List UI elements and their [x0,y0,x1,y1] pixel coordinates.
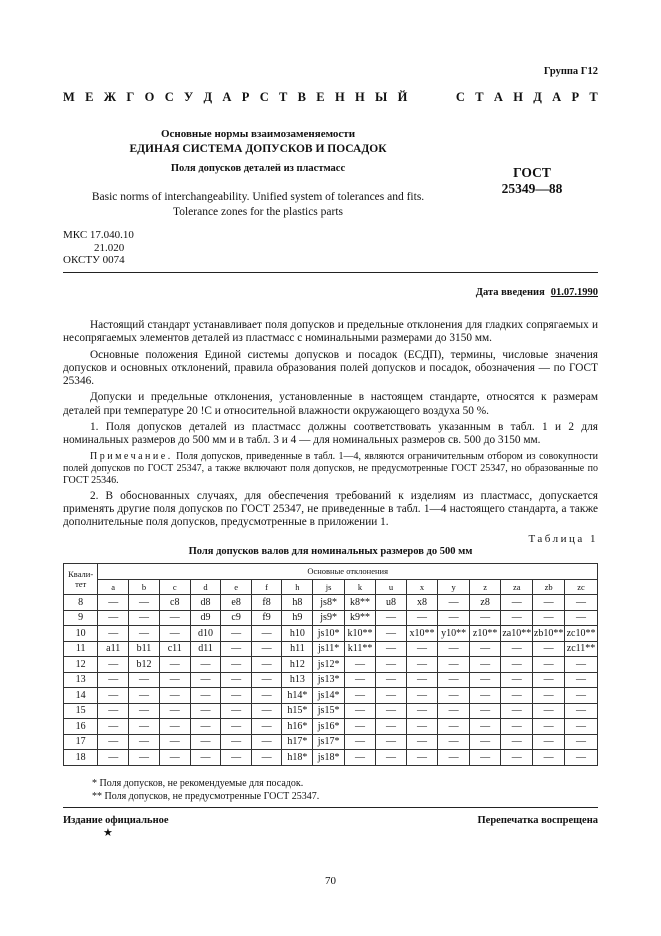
tolerance-cell: js8* [313,595,344,611]
column-header-y: y [438,579,470,595]
column-header-h: h [282,579,313,595]
tolerance-cell: — [376,719,406,735]
tolerance-cell: h8 [282,595,313,611]
tolerance-cell: — [501,750,533,766]
tolerance-cell: — [406,750,438,766]
tolerance-cell: — [406,641,438,657]
tolerance-cell: — [159,750,190,766]
page-number: 70 [325,875,336,887]
tolerance-cell: — [406,719,438,735]
qualitet-cell: 12 [64,657,98,673]
tolerance-cell: — [438,657,470,673]
paragraph-4: 1. Поля допусков деталей из пластмасс должны соответствовать указанным в табл. 1 и 2 для номинальных размеров до 500 мм и в табл. 3 и 4 — для номинальных размеров св. 500 до 3150 мм. [63,421,598,447]
tolerance-cell: zc10** [565,626,598,642]
tolerance-cell: — [251,734,281,750]
tolerance-cell: b12 [129,657,160,673]
tolerance-cell: js17* [313,734,344,750]
tolerance-cell: c11 [159,641,190,657]
tolerance-cell: — [98,657,129,673]
tolerance-cell: u8 [376,595,406,611]
tolerance-cell: k8** [344,595,376,611]
tolerance-cell: — [251,641,281,657]
tolerance-cell: — [159,672,190,688]
column-header-za: za [501,579,533,595]
tolerance-cell: x8 [406,595,438,611]
footer-divider [63,807,598,808]
star-icon: ★ [103,827,113,839]
tolerance-cell: c8 [159,595,190,611]
banner-left-letter: С [164,90,174,104]
tolerance-cell: — [159,734,190,750]
column-header-d: d [190,579,221,595]
tolerance-cell: e8 [221,595,251,611]
tolerance-cell: js18* [313,750,344,766]
tolerance-cell: — [469,641,501,657]
tolerance-cell: zb10** [533,626,565,642]
tolerance-cell: — [533,750,565,766]
title-block [63,128,453,220]
tolerance-cell: z8 [469,595,501,611]
tolerance-cell: — [533,719,565,735]
banner-left-letter: А [222,90,232,104]
tolerance-cell: k9** [344,610,376,626]
tolerance-cell: — [129,703,160,719]
qualitet-cell: 8 [64,595,98,611]
tolerance-cell: — [438,610,470,626]
tolerance-cell: — [501,641,533,657]
table-row [64,672,598,688]
gost-number: 25349—88 [501,181,563,196]
column-header-f: f [251,579,281,595]
banner-left-letter: В [297,90,306,104]
tolerance-cell: — [190,703,221,719]
header-divider [63,272,598,273]
tolerance-cell: z10** [469,626,501,642]
tolerance-cell: d9 [190,610,221,626]
introduction-date [476,287,598,298]
qualitet-cell: 11 [64,641,98,657]
tolerance-cell: — [501,672,533,688]
tolerance-cell: — [438,703,470,719]
tolerance-cell: — [438,750,470,766]
tolerance-cell: js9* [313,610,344,626]
tolerance-cell: — [129,626,160,642]
tolerance-cell: — [533,703,565,719]
tolerance-cell: h10 [282,626,313,642]
tolerance-cell: — [376,672,406,688]
tolerance-cell: — [98,688,129,704]
tolerance-cell: — [469,688,501,704]
tolerance-cell: — [98,703,129,719]
tolerance-cell: — [221,750,251,766]
tolerance-cell: — [98,610,129,626]
tolerance-cell: — [129,719,160,735]
tolerance-cell: — [129,750,160,766]
tolerance-cell: — [501,703,533,719]
tolerance-cell: — [469,657,501,673]
banner-right-letter: А [493,90,503,104]
tolerance-cell: — [406,657,438,673]
column-header-k: k [344,579,376,595]
table-row [64,734,598,750]
tolerance-cell: — [221,703,251,719]
paragraph-5: 2. В обоснованных случаях, для обеспечения требований к изделиям из пластмасс, допускается применять другие поля допусков по ГОСТ 25347, не приведенные в табл. 1—4 настоящего стандарта, а также дополнительные поля допусков, предусмотренные в приложении 1. [63,489,598,529]
tolerance-cell: — [251,657,281,673]
tolerance-cell: y10** [438,626,470,642]
banner-right-letter: Д [533,90,542,104]
note-paragraph [63,451,598,487]
tolerance-cell: za10** [501,626,533,642]
qualitet-cell: 10 [64,626,98,642]
tolerance-cell: h17* [282,734,313,750]
tolerance-cell: h18* [282,750,313,766]
tolerance-cell: — [251,672,281,688]
tolerance-cell: — [533,672,565,688]
tolerance-cell: — [565,657,598,673]
tolerance-cell: js12* [313,657,344,673]
qualitet-cell: 15 [64,703,98,719]
qualitet-cell: 16 [64,719,98,735]
footnote-1: * Поля допусков, не рекомендуемые для посадок. [92,778,304,789]
tolerance-cell: — [533,641,565,657]
table-row [64,641,598,657]
tolerance-cell: h14* [282,688,313,704]
table-row [64,703,598,719]
english-title-line-2: Tolerance zones for the plastics parts [172,206,344,218]
banner-left-letter: Н [334,90,345,104]
tolerance-cell: js10* [313,626,344,642]
tolerance-cell: c9 [221,610,251,626]
tolerance-cell: — [438,719,470,735]
banner-right-letter: Р [571,90,580,104]
tolerance-cell: — [98,719,129,735]
tolerance-cell: — [376,626,406,642]
english-title-line-1: Basic norms of interchangeability. Unified system of tolerances and fits. [91,191,425,203]
tolerance-cell: — [438,688,470,704]
column-header-zc: zc [565,579,598,595]
table-body [64,595,598,766]
tolerance-cell: — [221,719,251,735]
tolerance-cell: — [376,750,406,766]
tolerance-cell: — [469,610,501,626]
tolerance-cell: — [190,734,221,750]
tolerance-cell: — [251,688,281,704]
tolerance-cell: — [98,734,129,750]
tolerance-cell: — [190,719,221,735]
tolerance-cell: h12 [282,657,313,673]
tolerance-cell: — [438,595,470,611]
table-title: Поля допусков валов для номинальных размеров до 500 мм [188,546,473,557]
paragraph-2: Основные положения Единой системы допусков и посадок (ЕСДП), термины, числовые значения допусков и основных отклонений, правила образования полей допусков и посадок, обозначения — по ГОСТ 25346. [63,348,598,388]
tolerance-cell: d8 [190,595,221,611]
tolerance-cell: — [159,703,190,719]
banner-right-letter: Н [513,90,523,104]
footnotes [92,777,319,803]
tolerance-cell: d11 [190,641,221,657]
tolerance-cell: — [129,672,160,688]
banner-right-letter: Т [475,90,484,104]
tolerance-cell: — [98,750,129,766]
tolerance-cell: d10 [190,626,221,642]
mks-code-1: МКС 17.040.10 [63,229,134,241]
tolerance-cell: h16* [282,719,313,735]
tolerance-cell: — [438,734,470,750]
tolerance-cell: — [565,750,598,766]
banner-right-letter: С [455,90,465,104]
tolerance-cell: — [159,719,190,735]
tolerance-cell: — [221,734,251,750]
tolerance-table [63,563,598,766]
tolerance-cell: h9 [282,610,313,626]
tolerance-cell: — [565,734,598,750]
mks-code-2: 21.020 [94,241,125,254]
title-line-1: Основные нормы взаимозаменяемости [160,128,356,140]
tolerance-cell: — [469,734,501,750]
footnote-2: ** Поля допусков, не предусмотренные ГОСТ 25347. [92,791,320,802]
okstu-code: ОКСТУ 0074 [63,254,125,266]
banner-gap [418,90,446,105]
tolerance-cell: k10** [344,626,376,642]
standard-banner [63,90,598,105]
tolerance-cell: — [159,610,190,626]
official-edition-label: Издание официальное [63,815,169,826]
tolerance-cell: h15* [282,703,313,719]
tolerance-cell: — [501,610,533,626]
tolerance-cell: — [376,688,406,704]
tolerance-cell: — [501,734,533,750]
tolerance-cell: js14* [313,688,344,704]
english-title [63,190,453,220]
table-row [64,610,598,626]
tolerance-cell: — [251,626,281,642]
tolerance-cell: — [344,750,376,766]
tolerance-cell: — [376,657,406,673]
table-row [64,657,598,673]
tolerance-cell: — [501,595,533,611]
qualitet-cell: 14 [64,688,98,704]
banner-left-letter: Д [203,90,213,104]
table-row [64,688,598,704]
tolerance-cell: — [533,657,565,673]
tolerance-cell: — [221,672,251,688]
tolerance-cell: js15* [313,703,344,719]
tolerance-cell: — [344,719,376,735]
tolerance-cell: — [344,703,376,719]
qualitet-cell: 18 [64,750,98,766]
column-header-e: e [221,579,251,595]
tolerance-cell: — [129,688,160,704]
tolerance-cell: — [533,610,565,626]
banner-left-letter: Т [279,90,288,104]
tolerance-cell: — [221,641,251,657]
tolerance-cell: — [469,719,501,735]
tolerance-cell: — [251,719,281,735]
tolerance-cell: — [376,610,406,626]
table-caption: Таблица 1 [528,533,598,545]
tolerance-cell: — [406,610,438,626]
tolerance-cell: a11 [98,641,129,657]
tolerance-cell: — [98,595,129,611]
tolerance-cell: — [344,657,376,673]
tolerance-cell: — [129,595,160,611]
tolerance-cell: — [251,703,281,719]
tolerance-cell: — [190,688,221,704]
tolerance-cell: — [533,734,565,750]
tolerance-cell: — [469,672,501,688]
tolerance-cell: — [221,688,251,704]
tolerance-cell: k11** [344,641,376,657]
tolerance-cell: — [190,657,221,673]
qualitet-cell: 17 [64,734,98,750]
table-header-row [64,564,598,580]
qualitet-header: Квали-тет [64,564,98,595]
tolerance-cell: — [565,672,598,688]
banner-left-letter: С [259,90,269,104]
tolerance-cell: — [251,750,281,766]
note-text: Поля допусков, приведенные в табл. 1—4, являются ограничительным отбором из совокупности полей допусков по ГОСТ 25347, а также включают поля допусков, не предусмотренные ГОСТ 25347, но образованные по ГОСТ 25346. [63,450,599,486]
banner-right-letter: Т [589,90,598,104]
tolerance-cell: — [190,750,221,766]
banner-left-letter: Г [126,90,135,104]
tolerance-cell: — [565,595,598,611]
tolerance-cell: — [190,672,221,688]
tolerance-cell: — [406,688,438,704]
body-text [63,319,598,533]
gost-designation [482,165,582,197]
paragraph-1: Настоящий стандарт устанавливает поля допусков и предельные отклонения для гладких сопрягаемых и несопрягаемых элементов деталей из пластмасс с номинальными размерами до 3150 мм. [63,319,598,345]
tolerance-cell: — [501,688,533,704]
tolerance-cell: — [565,688,598,704]
tolerance-cell: — [438,672,470,688]
reprint-notice: Перепечатка воспрещена [477,815,598,826]
tolerance-cell: — [376,734,406,750]
tolerance-cell: — [438,641,470,657]
column-header-a: a [98,579,129,595]
banner-left-letter: Р [241,90,250,104]
tolerance-cell: — [406,734,438,750]
banner-right-letter: А [552,90,562,104]
column-header-js: js [313,579,344,595]
table-row [64,626,598,642]
tolerance-cell: — [565,719,598,735]
tolerance-cell: — [469,703,501,719]
paragraph-3: Допуски и предельные отклонения, установленные в настоящем стандарте, относятся к размерам деталей при температуре 20 !С и относительной влажности окружающего воздуха 50 %. [63,391,598,417]
column-header-row [64,579,598,595]
tolerance-cell: — [406,672,438,688]
column-header-c: c [159,579,190,595]
tolerance-cell: — [344,672,376,688]
column-header-z: z [469,579,501,595]
banner-left-letter: Ы [375,90,388,104]
banner-left-letter: О [144,90,155,104]
tolerance-cell: — [98,626,129,642]
table-row [64,719,598,735]
banner-left-letter: У [184,90,194,104]
tolerance-cell: — [221,626,251,642]
tolerance-cell: — [221,657,251,673]
tolerance-cell: — [159,657,190,673]
column-header-u: u [376,579,406,595]
title-line-2: ЕДИНАЯ СИСТЕМА ДОПУСКОВ И ПОСАДОК [129,143,387,155]
qualitet-cell: 13 [64,672,98,688]
tolerance-cell: — [98,672,129,688]
tolerance-cell: h11 [282,641,313,657]
deviations-group-header: Основные отклонения [98,564,598,580]
banner-left-letter: Е [316,90,325,104]
tolerance-cell: js11* [313,641,344,657]
gost-label: ГОСТ [513,165,551,180]
banner-left-letter: Ж [103,90,117,104]
tolerance-cell: f9 [251,610,281,626]
tolerance-cell: — [344,688,376,704]
tolerance-cell: js13* [313,672,344,688]
banner-left-letter: Н [354,90,365,104]
group-label: Группа Г12 [543,66,598,77]
tolerance-cell: — [376,703,406,719]
tolerance-cell: h13 [282,672,313,688]
tolerance-cell: — [469,750,501,766]
title-line-3: Поля допусков деталей из пластмасс [170,163,346,174]
tolerance-cell: — [344,734,376,750]
table-row [64,750,598,766]
tolerance-cell: — [406,703,438,719]
intro-date-value: 01.07.1990 [550,287,598,298]
tolerance-cell: — [159,626,190,642]
tolerance-cell: — [129,610,160,626]
banner-left-letter: Е [85,90,94,104]
banner-left-letter: М [63,90,75,104]
qualitet-cell: 9 [64,610,98,626]
classification-codes [63,229,134,267]
banner-left-letter: Й [397,90,408,104]
column-header-b: b [129,579,160,595]
tolerance-cell: — [565,610,598,626]
tolerance-cell: zc11** [565,641,598,657]
tolerance-cell: x10** [406,626,438,642]
tolerance-cell: — [501,719,533,735]
tolerance-cell: — [501,657,533,673]
column-header-x: x [406,579,438,595]
tolerance-cell: js16* [313,719,344,735]
tolerance-cell: — [533,595,565,611]
note-label: Примечание. [90,450,173,462]
table-row [64,595,598,611]
tolerance-cell: b11 [129,641,160,657]
intro-date-label: Дата введения [475,287,545,298]
column-header-zb: zb [533,579,565,595]
tolerance-cell: — [129,734,160,750]
tolerance-cell: — [565,703,598,719]
tolerance-cell: f8 [251,595,281,611]
tolerance-cell: — [376,641,406,657]
tolerance-cell: — [533,688,565,704]
tolerance-cell: — [159,688,190,704]
